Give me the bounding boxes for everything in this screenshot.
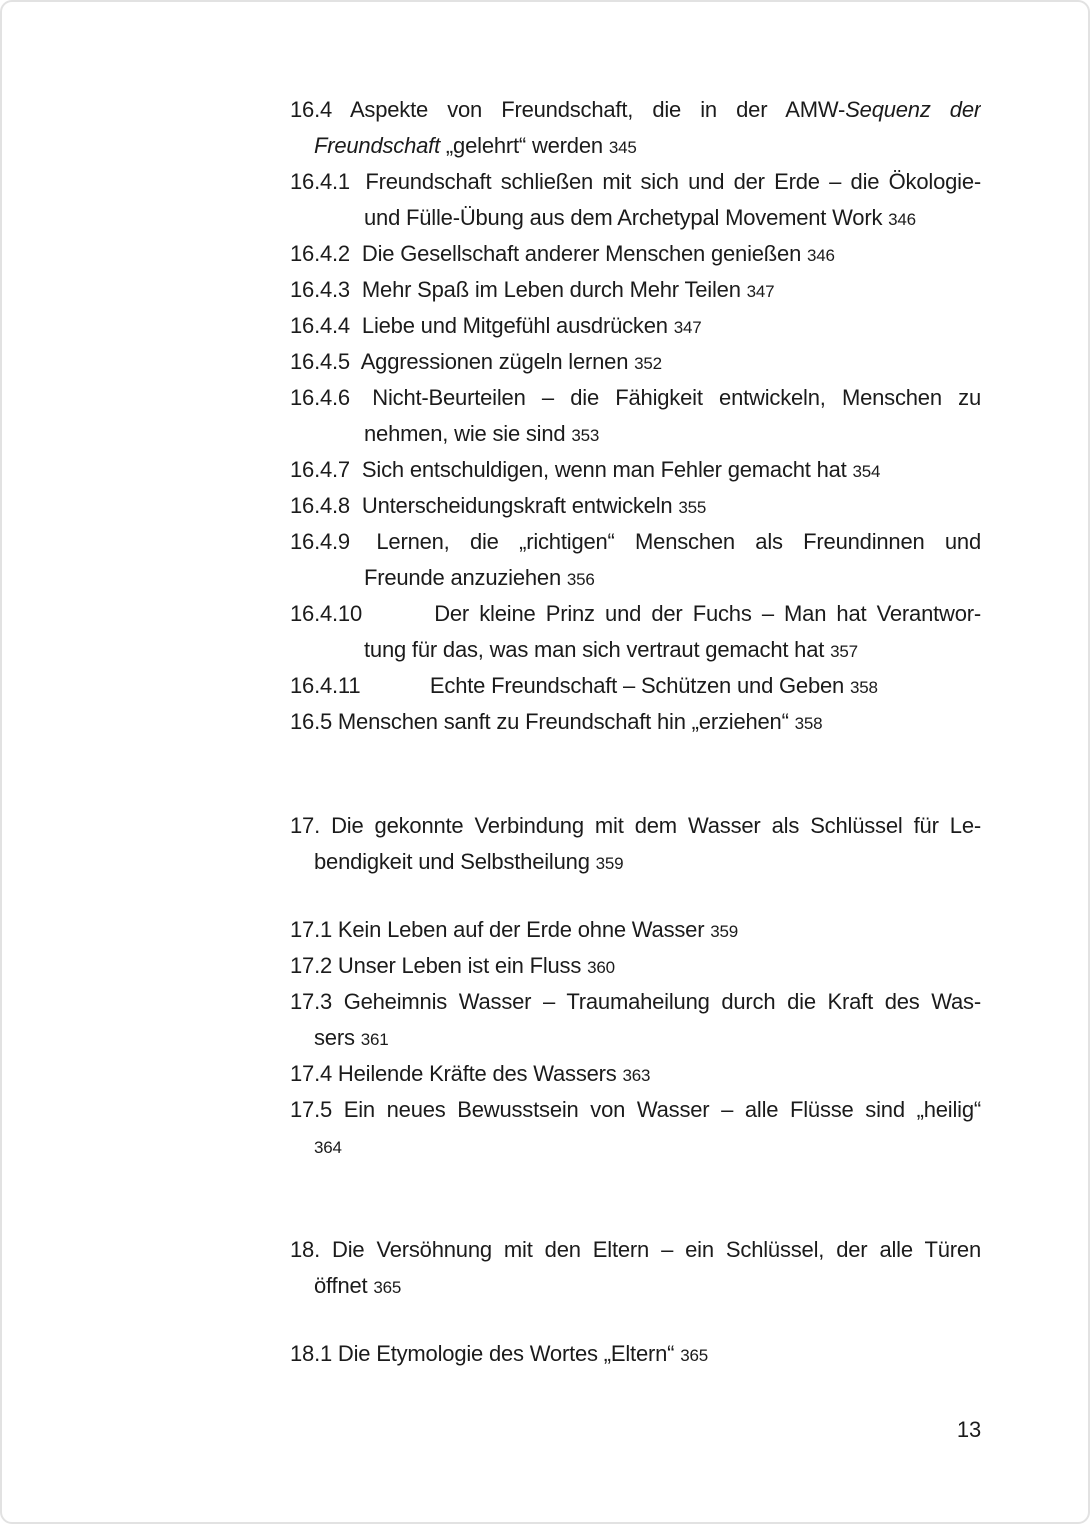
entry-number: 16.4.1: [290, 169, 350, 194]
entry-number: 16.4.4: [290, 313, 350, 338]
entry-page-ref: 354: [852, 462, 881, 481]
toc-entry: [290, 668, 981, 704]
toc-line: [290, 596, 981, 632]
toc-entry: [290, 308, 981, 344]
toc-line: [290, 984, 981, 1020]
toc-entry: [290, 92, 981, 164]
toc-line: [290, 912, 981, 948]
entry-page-ref: 346: [807, 246, 835, 265]
toc-line: [290, 380, 981, 416]
entry-text: Freundschaft: [314, 133, 441, 158]
toc-entry: [290, 1092, 981, 1164]
entry-page-ref: 356: [566, 570, 595, 589]
entry-page-ref: 355: [678, 498, 707, 517]
toc-entry: [290, 452, 981, 488]
toc-entry: [290, 1336, 981, 1372]
toc-line: [290, 236, 981, 272]
entry-text: und Fülle-Übung aus dem Archetypal Movement Work: [364, 205, 889, 230]
toc-line: [290, 1268, 981, 1304]
toc-line: [290, 632, 981, 668]
entry-number: 16.4.2: [290, 241, 350, 266]
entry-page-ref: 345: [608, 138, 637, 157]
toc-line: [290, 1232, 981, 1268]
entry-number: 16.4.6: [290, 385, 350, 410]
entry-number: 17.5: [290, 1097, 333, 1122]
entry-text: Freundschaft schließen mit sich und der Erde – die Ökologie-: [365, 169, 981, 194]
toc-line: [290, 1020, 981, 1056]
toc-line: [290, 92, 981, 128]
entry-text: Geheimnis Wasser – Traumaheilung durch die Kraft des Was-: [343, 989, 981, 1014]
toc-entry: [290, 164, 981, 236]
entry-text: bendigkeit und Selbstheilung: [314, 849, 596, 874]
entry-text: Lernen, die „richtigen“ Menschen als Freundinnen und: [376, 529, 981, 554]
entry-number: 16.4.5: [290, 349, 350, 374]
toc-line: [290, 164, 981, 200]
entry-number: 17.: [290, 813, 320, 838]
entry-text: Liebe und Mitgefühl ausdrücken: [361, 313, 674, 338]
entry-number: 17.3: [290, 989, 333, 1014]
toc-line: [290, 704, 981, 740]
entry-text: Die Etymologie des Wortes „Eltern“: [337, 1341, 681, 1366]
toc-line: [290, 452, 981, 488]
toc-line: [290, 416, 981, 452]
entry-text: Echte Freundschaft – Schützen und Geben: [429, 673, 850, 698]
entry-page-ref: 359: [710, 922, 739, 941]
entry-number: 16.4.10: [290, 601, 363, 626]
toc-line: [290, 560, 981, 596]
toc-line: [290, 1336, 981, 1372]
entry-number: 16.4.7: [290, 457, 350, 482]
entry-text: Mehr Spaß im Leben durch Mehr Teilen: [361, 277, 747, 302]
entry-page-ref: 358: [849, 678, 878, 697]
toc-entry: [290, 1056, 981, 1092]
toc-line: [290, 128, 981, 164]
toc-entry: [290, 948, 981, 984]
toc-entry: [290, 488, 981, 524]
toc-entry: [290, 524, 981, 596]
entry-page-ref: 358: [794, 714, 823, 733]
entry-page-ref: 361: [360, 1030, 389, 1049]
entry-text: Freunde anzuziehen: [364, 565, 567, 590]
entry-text: Aggressionen zügeln lernen: [360, 349, 635, 374]
entry-number: 16.4.8: [290, 493, 350, 518]
entry-text: Menschen sanft zu Freundschaft hin „erziehen“: [337, 709, 795, 734]
toc-entry: [290, 808, 981, 880]
toc-line: [290, 272, 981, 308]
entry-text: Nicht-Beurteilen – die Fähigkeit entwickeln, Menschen zu: [372, 385, 981, 410]
entry-text: Aspekte von Freundschaft, die in der AMW-: [349, 97, 846, 122]
entry-text: sers: [314, 1025, 361, 1050]
toc-line: [290, 808, 981, 844]
entry-page-ref: 347: [746, 282, 775, 301]
toc-line: [290, 524, 981, 560]
toc-line: [290, 844, 981, 880]
entry-text: Sich entschuldigen, wenn man Fehler gemacht hat: [361, 457, 853, 482]
entry-text: Unterscheidungskraft entwickeln: [361, 493, 679, 518]
entry-text: nehmen, wie sie sind: [364, 421, 572, 446]
entry-number: 17.2: [290, 953, 333, 978]
toc-line: [290, 1128, 981, 1164]
entry-page-ref: 359: [595, 854, 624, 873]
page-number: 13: [956, 1417, 981, 1442]
entry-number: 16.4.3: [290, 277, 350, 302]
toc-line: [290, 200, 981, 236]
toc-line: [290, 948, 981, 984]
entry-text: Sequenz der: [845, 97, 981, 122]
entry-number: 17.1: [290, 917, 333, 942]
toc-entry: [290, 596, 981, 668]
toc-line: [290, 1092, 981, 1128]
entry-page-ref: 365: [373, 1278, 402, 1297]
entry-page-ref: 365: [680, 1346, 708, 1365]
entry-number: 16.4: [290, 97, 333, 122]
entry-text: „gelehrt“ werden: [440, 133, 609, 158]
entry-number: 16.4.9: [290, 529, 350, 554]
entry-page-ref: 360: [587, 958, 615, 977]
entry-page-ref: 352: [634, 354, 662, 373]
entry-number: 18.1: [290, 1341, 333, 1366]
entry-page-ref: 353: [571, 426, 600, 445]
entry-text: tung für das, was man sich vertraut gemacht hat: [364, 637, 831, 662]
entry-text: Ein neues Bewusstsein von Wasser – alle Flüsse sind „heilig“: [343, 1097, 981, 1122]
toc-line: [290, 308, 981, 344]
toc-entry: [290, 984, 981, 1056]
entry-text: Die Versöhnung mit den Eltern – ein Schlüssel, der alle Türen: [332, 1237, 981, 1262]
entry-page-ref: 357: [830, 642, 858, 661]
toc-line: [290, 488, 981, 524]
entry-number: 16.5: [290, 709, 333, 734]
entry-text: Heilende Kräfte des Wassers: [337, 1061, 623, 1086]
entry-page-ref: 346: [888, 210, 916, 229]
entry-text: Die gekonnte Verbindung mit dem Wasser als Schlüssel für Le-: [331, 813, 981, 838]
entry-page-ref: 347: [673, 318, 702, 337]
toc-entry: [290, 236, 981, 272]
entry-text: Der kleine Prinz und der Fuchs – Man hat Verantwor-: [434, 601, 981, 626]
toc-entry: [290, 344, 981, 380]
toc-list: [290, 92, 981, 1372]
entry-text: Unser Leben ist ein Fluss: [337, 953, 588, 978]
toc-entry: [290, 912, 981, 948]
toc-entry: [290, 704, 981, 740]
entry-text: Die Gesellschaft anderer Menschen genießen: [361, 241, 808, 266]
entry-text: Kein Leben auf der Erde ohne Wasser: [337, 917, 711, 942]
toc-entry: [290, 1232, 981, 1304]
entry-number: 17.4: [290, 1061, 333, 1086]
toc-line: [290, 344, 981, 380]
toc-line: [290, 668, 981, 704]
toc-entry: [290, 380, 981, 452]
toc-line: [290, 1056, 981, 1092]
entry-number: 16.4.11: [290, 673, 361, 698]
entry-number: 18.: [290, 1237, 320, 1262]
entry-text: öffnet: [314, 1273, 374, 1298]
entry-page-ref: 363: [622, 1066, 651, 1085]
entry-page-ref: 364: [314, 1138, 342, 1157]
toc-entry: [290, 272, 981, 308]
